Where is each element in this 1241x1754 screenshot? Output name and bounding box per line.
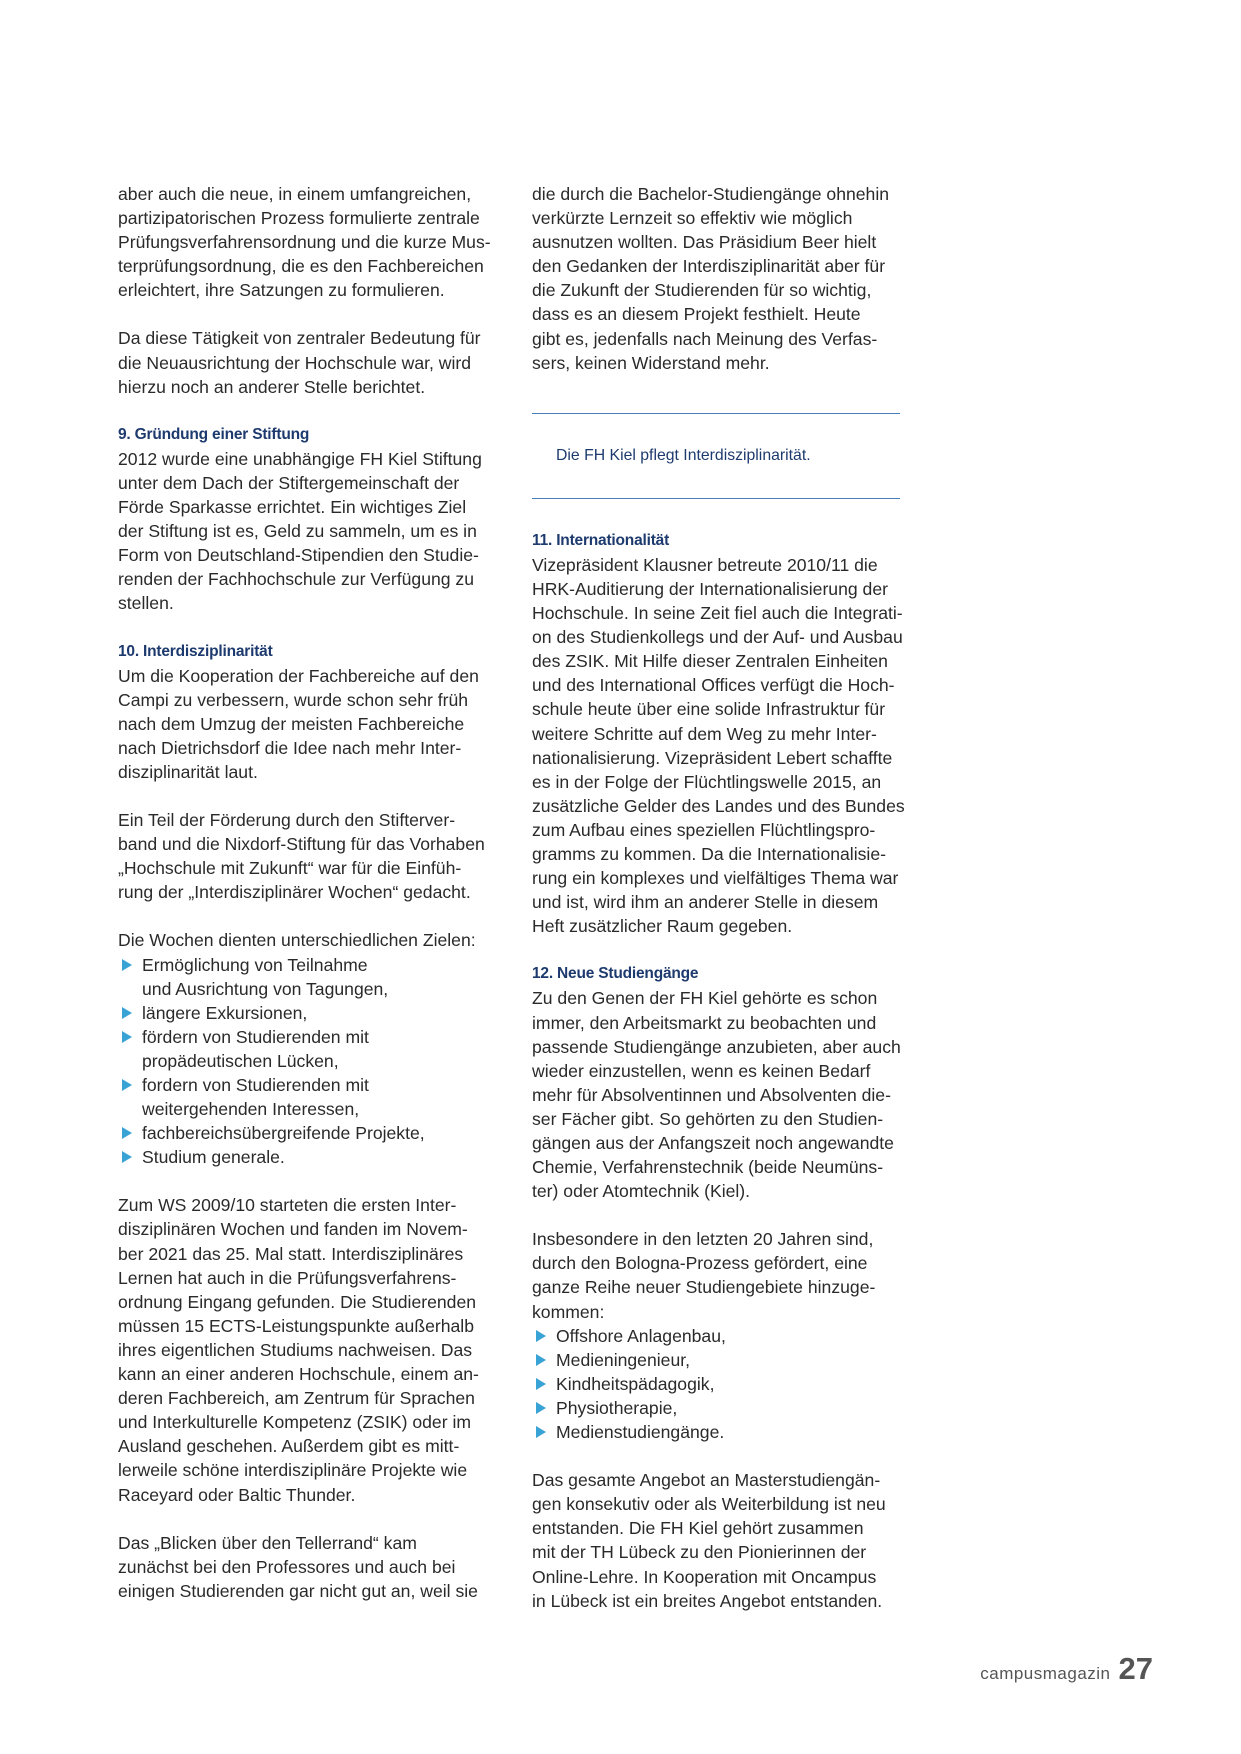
paragraph — [532, 182, 932, 375]
text-line: kann an einer anderen Hochschule, einem an- — [118, 1364, 479, 1385]
text-line: ter) oder Atomtechnik (Kiel). — [532, 1181, 751, 1202]
text-line: gen konsekutiv oder als Weiterbildung ist neu — [532, 1494, 886, 1515]
text-line: Prüfungsverfahrensordnung und die kurze Mus- — [118, 232, 491, 253]
list-intro: Die Wochen dienten unterschiedlichen Zielen: — [118, 930, 476, 951]
list-item-text: längere Exkursionen, — [142, 1002, 308, 1023]
text-line: stellen. — [118, 593, 174, 614]
text-line: ihres eigentlichen Studiums nachweisen. Das — [118, 1339, 473, 1360]
text-line: Campi zu verbessern, wurde schon sehr früh — [118, 689, 469, 710]
list-item — [118, 1025, 518, 1073]
text-line: 2012 wurde eine unabhängige FH Kiel Stiftung — [118, 448, 482, 469]
text-line: Lernen hat auch in die Prüfungsverfahrens- — [118, 1267, 457, 1288]
paragraph — [118, 664, 518, 784]
pull-quote — [532, 413, 900, 499]
list-item-text: Studium generale. — [142, 1147, 285, 1168]
list-item-text: fachbereichsübergreifende Projekte, — [142, 1123, 425, 1144]
list-item-text: fordern von Studierenden mit — [142, 1075, 369, 1095]
bullet-list — [532, 1324, 932, 1444]
paragraph — [532, 553, 932, 939]
triangle-bullet-icon — [122, 1079, 132, 1091]
paragraph — [118, 182, 518, 302]
text-line: ausnutzen wollten. Das Präsidium Beer hielt — [532, 232, 877, 253]
text-line: und Interkulturelle Kompetenz (ZSIK) oder im — [118, 1412, 472, 1433]
text-line: erleichtert, ihre Satzungen zu formulieren. — [118, 280, 445, 301]
section-heading-10: 10. Interdisziplinarität — [118, 642, 273, 660]
text-line: nationalisierung. Vizepräsident Lebert schaffte — [532, 747, 893, 768]
text-line: und ist, wird ihm an anderer Stelle in diesem — [532, 892, 879, 913]
text-line: gibt es, jedenfalls nach Meinung des Verfas- — [532, 328, 878, 349]
text-line: einigen Studierenden gar nicht gut an, weil sie — [118, 1580, 478, 1601]
triangle-bullet-icon — [536, 1378, 546, 1390]
text-line: unter dem Dach der Stiftergemeinschaft der — [118, 472, 460, 493]
text-line: Ausland geschehen. Außerdem gibt es mitt- — [118, 1436, 460, 1457]
text-line: gängen aus der Anfangszeit noch angewandte — [532, 1133, 894, 1153]
triangle-bullet-icon — [122, 1151, 132, 1163]
pull-quote-text: Die FH Kiel pflegt Interdisziplinarität. — [556, 446, 811, 464]
text-line: Ein Teil der Förderung durch den Stifterver- — [118, 810, 456, 831]
paragraph — [532, 1227, 932, 1323]
list-item-text: weitergehenden Interessen, — [142, 1099, 360, 1120]
list-item-text: und Ausrichtung von Tagungen, — [142, 978, 389, 999]
text-line: Das gesamte Angebot an Masterstudiengän- — [532, 1470, 881, 1491]
text-line: sers, keinen Widerstand mehr. — [532, 352, 770, 373]
list-item-text: Kindheitspädagogik, — [556, 1373, 715, 1394]
text-line: es in der Folge der Flüchtlingswelle 2015, an — [532, 771, 882, 792]
text-line: nach Dietrichsdorf die Idee nach mehr Inter- — [118, 737, 462, 758]
text-line: lerweile schöne interdisziplinäre Projekte wie — [118, 1460, 468, 1481]
list-item — [532, 1324, 932, 1348]
text-line: deren Fachbereich, am Zentrum für Sprachen — [118, 1388, 475, 1409]
text-line: Online-Lehre. In Kooperation mit Oncampus — [532, 1566, 877, 1587]
paragraph — [118, 1531, 518, 1603]
text-line: schule heute über eine solide Infrastruktur für — [532, 699, 886, 720]
section-heading-12: 12. Neue Studiengänge — [532, 965, 699, 983]
paragraph — [118, 447, 518, 616]
paragraph — [118, 1193, 518, 1506]
text-line: nach dem Umzug der meisten Fachbereiche — [118, 713, 465, 734]
text-line: passende Studiengänge anzubieten, aber auch — [532, 1036, 901, 1057]
text-line: Chemie, Verfahrenstechnik (beide Neumüns- — [532, 1157, 884, 1178]
triangle-bullet-icon — [536, 1426, 546, 1438]
paragraph — [118, 326, 518, 398]
list-item — [118, 1073, 518, 1121]
text-line: Heft zusätzlicher Raum gegeben. — [532, 916, 793, 937]
text-line: band und die Nixdorf-Stiftung für das Vorhaben — [118, 834, 485, 855]
text-line: entstanden. Die FH Kiel gehört zusammen — [532, 1518, 864, 1539]
text-line: Da diese Tätigkeit von zentraler Bedeutung für — [118, 328, 481, 349]
text-line: die Zukunft der Studierenden für so wichtig, — [532, 280, 872, 301]
text-line: on des Studienkollegs und der Auf- und Ausbau — [532, 627, 903, 648]
list-item-text: Medieningenieur, — [556, 1349, 691, 1370]
text-line: Raceyard oder Baltic Thunder. — [118, 1484, 356, 1505]
list-item — [532, 1420, 932, 1444]
text-line: zunächst bei den Professores und auch bei — [118, 1556, 456, 1577]
text-line: zum Aufbau eines speziellen Flüchtlingspro- — [532, 819, 876, 840]
text-line: den Gedanken der Interdisziplinarität aber für — [532, 256, 886, 277]
list-item — [532, 1396, 932, 1420]
paragraph — [118, 808, 518, 904]
list-item — [118, 1001, 518, 1025]
right-column — [532, 182, 932, 1613]
text-line: kommen: — [532, 1301, 605, 1322]
text-line: disziplinarität laut. — [118, 761, 258, 782]
text-line: partizipatorischen Prozess formulierte zentrale — [118, 208, 480, 229]
list-item — [118, 1121, 518, 1145]
text-line: disziplinären Wochen und fanden im Novem- — [118, 1219, 468, 1240]
text-line: immer, den Arbeitsmarkt zu beobachten und — [532, 1012, 877, 1033]
text-line: in Lübeck ist ein breites Angebot entstanden. — [532, 1590, 883, 1611]
text-line: Insbesondere in den letzten 20 Jahren sind, — [532, 1229, 874, 1250]
paragraph — [532, 986, 932, 1203]
text-line: rung ein komplexes und vielfältiges Thema war — [532, 868, 899, 889]
bullet-list — [118, 953, 518, 1170]
text-line: „Hochschule mit Zukunft“ war für die Einfüh- — [118, 858, 462, 879]
text-line: Vizepräsident Klausner betreute 2010/11 die — [532, 554, 878, 575]
triangle-bullet-icon — [122, 959, 132, 971]
text-line: müssen 15 ECTS-Leistungspunkte außerhalb — [118, 1315, 474, 1336]
divider — [532, 498, 900, 499]
text-line: dass es an diesem Projekt festhielt. Heute — [532, 304, 861, 325]
magazine-name: campusmagazin — [980, 1664, 1111, 1683]
list-item-text: Ermöglichung von Teilnahme — [142, 954, 368, 975]
text-line: wieder einzustellen, wenn es keinen Bedarf — [532, 1060, 871, 1081]
paragraph — [532, 1468, 932, 1613]
text-line: renden der Fachhochschule zur Verfügung zu — [118, 569, 475, 590]
list-item — [118, 953, 518, 1001]
left-column — [118, 182, 518, 1603]
text-line: und des International Offices verfügt die Hoch- — [532, 675, 895, 696]
text-line: ordnung Eingang gefunden. Die Studierenden — [118, 1291, 477, 1312]
text-line: Zum WS 2009/10 starteten die ersten Inter- — [118, 1195, 457, 1216]
list-item-text: Medienstudiengänge. — [556, 1422, 725, 1443]
list-item-text: propädeutischen Lücken, — [142, 1050, 339, 1071]
list-item — [532, 1348, 932, 1372]
text-line: der Stiftung ist es, Geld zu sammeln, um es in — [118, 521, 477, 542]
text-line: Form von Deutschland-Stipendien den Studie- — [118, 545, 479, 566]
section-heading-11: 11. Internationalität — [532, 531, 670, 549]
text-line: Um die Kooperation der Fachbereiche auf den — [118, 665, 479, 686]
triangle-bullet-icon — [122, 1007, 132, 1019]
text-line: die durch die Bachelor-Studiengänge ohnehin — [532, 184, 890, 204]
text-line: terprüfungsordnung, die es den Fachbereichen — [118, 256, 484, 277]
text-line: Zu den Genen der FH Kiel gehörte es schon — [532, 988, 878, 1009]
text-line: weitere Schritte auf dem Weg zu mehr Inter- — [532, 723, 877, 744]
text-line: verkürzte Lernzeit so effektiv wie möglich — [532, 208, 853, 229]
list-item — [532, 1372, 932, 1396]
page-number: 27 — [1118, 1651, 1153, 1686]
list-item-text: Physiotherapie, — [556, 1397, 678, 1418]
text-line: Das „Blicken über den Tellerrand“ kam — [118, 1532, 417, 1553]
section-heading-9: 9. Gründung einer Stiftung — [118, 425, 310, 443]
text-line: HRK-Auditierung der Internationalisierung der — [532, 578, 888, 599]
triangle-bullet-icon — [536, 1354, 546, 1366]
list-item-text: Offshore Anlagenbau, — [556, 1325, 726, 1346]
text-line: mehr für Absolventinnen und Absolventen die- — [532, 1084, 891, 1105]
text-line: ganze Reihe neuer Studiengebiete hinzuge- — [532, 1277, 876, 1298]
triangle-bullet-icon — [122, 1127, 132, 1139]
text-line: gramms zu kommen. Da die Internationalisie- — [532, 843, 886, 864]
list-item — [118, 1145, 518, 1169]
text-line: des ZSIK. Mit Hilfe dieser Zentralen Einheiten — [532, 651, 888, 672]
text-line: durch den Bologna-Prozess gefördert, eine — [532, 1253, 868, 1274]
list-item-text: fördern von Studierenden mit — [142, 1026, 369, 1047]
text-line: hierzu noch an anderer Stelle berichtet. — [118, 376, 426, 397]
triangle-bullet-icon — [536, 1402, 546, 1414]
text-line: zusätzliche Gelder des Landes und des Bundes — [532, 795, 905, 816]
text-line: ser Fächer gibt. So gehörten zu den Studien- — [532, 1108, 884, 1129]
page-footer — [980, 1651, 1153, 1687]
text-line: mit der TH Lübeck zu den Pionierinnen der — [532, 1542, 867, 1563]
text-line: Hochschule. In seine Zeit fiel auch die Integrati- — [532, 603, 903, 624]
text-line: aber auch die neue, in einem umfangreichen, — [118, 184, 472, 204]
text-line: die Neuausrichtung der Hochschule war, wird — [118, 352, 472, 373]
text-line: Förde Sparkasse errichtet. Ein wichtiges Ziel — [118, 497, 467, 518]
text-line: ber 2021 das 25. Mal statt. Interdisziplinäres — [118, 1243, 464, 1264]
triangle-bullet-icon — [536, 1330, 546, 1342]
text-line: rung der „Interdisziplinärer Wochen“ gedacht. — [118, 882, 471, 903]
triangle-bullet-icon — [122, 1031, 132, 1043]
